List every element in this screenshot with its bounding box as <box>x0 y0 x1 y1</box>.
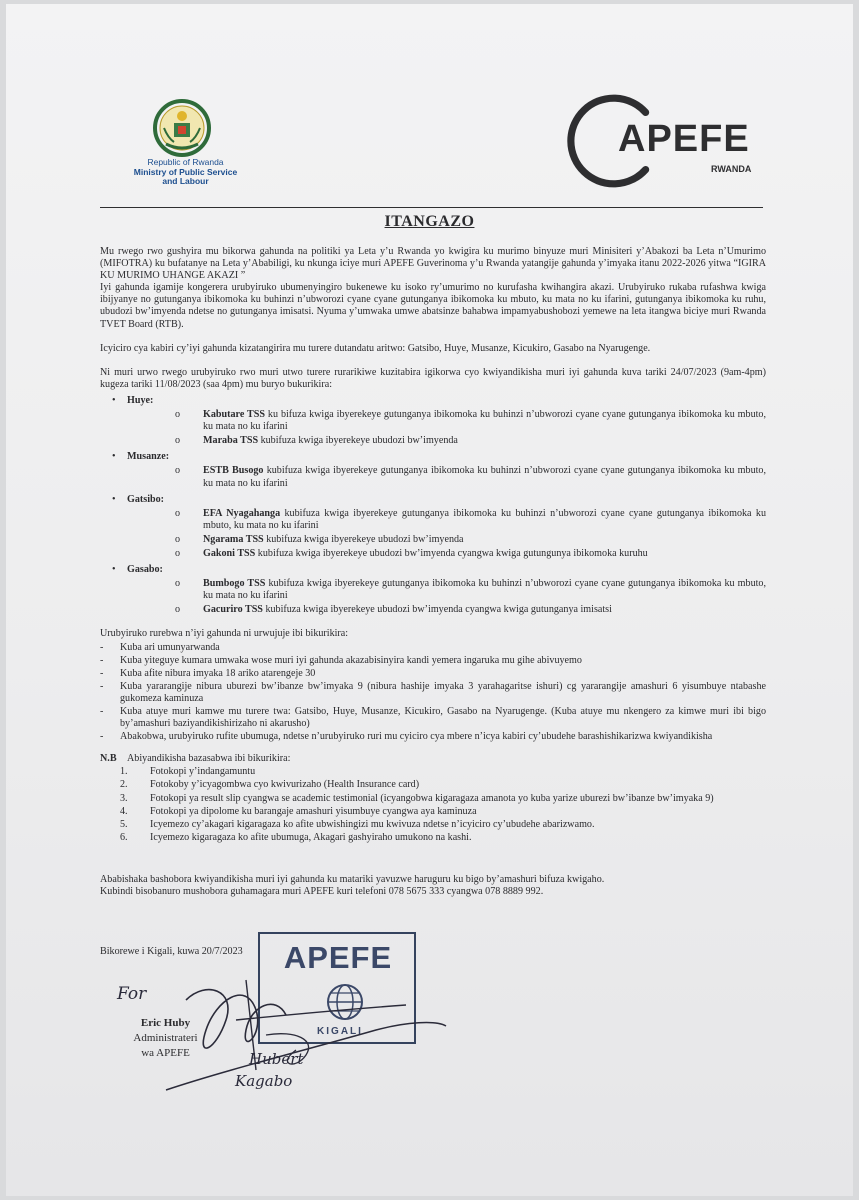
nb-intro: Abiyandikisha bazasabwa ibi bikurikira: <box>127 753 291 765</box>
contact-line-1: Ababishaka bashobora kwiyandikisha muri iyi gahunda ku matariki yavuzwe haruguru ku bigo by’amashuri bifuza kwigaho. <box>100 873 605 885</box>
intro-paragraph-3: Icyiciro cya kabiri cy’iyi gahunda kizatangirira mu turere dutandatu aritwo: Gatsibo, Huye, Musanze, Kicukiro, Gasabo na Nyarugenge. <box>100 342 651 354</box>
document-number: 3. <box>120 792 128 804</box>
school-name: ESTB Busogo <box>203 465 264 477</box>
stamp-name: APEFE <box>283 940 393 975</box>
document-number: 6. <box>120 831 128 843</box>
criteria-text: Abakobwa, urubyiruko rufite ubumuga, ndetse n’urubyiruko ruri mu cyiciro cya mbere n’icya kabiri cy’ubudehe barashishikarizwa kwiyandikisha <box>120 731 713 743</box>
criteria-item: - Kuba ari umunyarwanda <box>100 642 766 654</box>
school-name: Ngarama TSS <box>203 533 264 545</box>
district-name: Huye: <box>127 394 154 406</box>
intro-paragraph-4: Ni muri urwo rwego urubyiruko rwo muri utwo turere rurarikiwe kuzitabira igikorwa cyo kwiyandikisha muri iyi gahunda kuva tariki 24/07/2023 (9am-4pm) kugeza tariki 11/08/2023 (saa 4pm) mu buryo bukurikira: <box>100 366 766 390</box>
district-item: • Musanze: <box>112 451 170 463</box>
criteria-intro: Urubyiruko rurebwa n’iyi gahunda ni urwujuje ibi bikurikira: <box>100 628 349 640</box>
district-item: • Gatsibo: <box>112 493 165 505</box>
rwanda-coat-of-arms-icon <box>152 98 212 158</box>
district-item: • Huye: <box>112 394 154 406</box>
school-item: o Ngarama TSS kubifuza kwiga ibyerekeye ubudozi bw’imyenda <box>175 533 464 545</box>
criteria-item: - Kuba yiteguye kumara umwaka wose muri iyi gahunda akazabisinyira kandi yemera ingaruka mu gihe abivuyemo <box>100 655 766 667</box>
school-name: Bumbogo TSS <box>203 578 266 590</box>
school-description: ku bifuza kwiga ibyerekeye gutunganya ibikomoka ku buhinzi n’ubworozi cyane cyane gutunganya ibikomoka ku mbuto, ku mata no ku ifarini <box>203 409 766 433</box>
document-item <box>120 793 766 805</box>
document-number: 4. <box>120 805 128 817</box>
district-list <box>100 395 766 617</box>
contact-info <box>100 874 766 898</box>
date-place-line: Bikorewe i Kigali, kuwa 20/7/2023 <box>100 946 243 957</box>
ministry-caption <box>128 158 243 187</box>
handwritten-name-line-2: Kagabo <box>235 1072 293 1090</box>
school-item: o Kabutare TSS ku bifuza kwiga ibyerekeye gutunganya ibikomoka ku buhinzi n’ubworozi cyane cyane gutunganya ibikomoka ku mbuto, ku mata no ku ifarini <box>175 409 766 433</box>
document-text: Icyemezo cy’akagari kigaragaza ko afite ubwishingizi mu kwivuza ndetse n’icyiciro cy’ubudehe abarizwamo. <box>150 818 595 830</box>
intro-paragraph-2: Iyi gahunda igamije kongerera urubyiruko ubumenyingiro bukenewe ku isoko ry’umurimo no kurufasha kwihangira akazi. Urubyiruko rukaba rufashwa kwiga ibijyanye no gutunganya ibikomoka ku buhinzi n’ubworozi cyane cyane gutunganya ibikomoka ku mbuto, ku mata no ku ifarini, gutunganya ibikomoka ku ruhu, ubudozi bw’imyenda ndetse no gutunganya imisatsi. Nyuma y’umwaka umwe abatsinze bahabwa impamyabushobozi yemewe na leta itangwa biciye muri Rwanda TVET Board (RTB). <box>100 282 766 330</box>
document-text: Icyemezo kigaragaza ko afite ubumuga, Akagari gashyiraho umukono na kashi. <box>150 831 472 843</box>
document-item <box>120 832 766 844</box>
school-item: o Bumbogo TSS kubifuza kwiga ibyerekeye gutunganya ibikomoka ku buhinzi n’ubworozi cyane cyane gutunganya ibikomoka ku mbuto, ku mata no ku ifarini <box>175 578 766 602</box>
criteria-list <box>100 642 766 744</box>
school-description: kubifuza kwiga ibyerekeye ubudozi bw’imyenda cyangwa kwiga gutungunya ibikomoka kuruhu <box>255 547 648 559</box>
document-number: 2. <box>120 779 128 791</box>
school-description: kubifuza kwiga ibyerekeye gutunganya ibikomoka ku buhinzi n’ubworozi cyane cyane gutunganya ibikomoka ku mbuto, ku mata no ku ifarini <box>203 507 767 531</box>
school-name: Kabutare TSS <box>203 409 266 421</box>
school-description: kubifuza kwiga ibyerekeye ubudozi bw’imyenda <box>263 533 464 545</box>
school-description: kubifuza kwiga ibyerekeye gutunganya ibikomoka ku buhinzi n’ubworozi cyane cyane gutunganya ibikomoka ku mbuto, ku mata no ku ifarini <box>203 465 767 489</box>
school-name: EFA Nyagahanga <box>203 507 281 519</box>
school-description: kubifuza kwiga ibyerekeye ubudozi bw’imyenda cyangwa kwiga gutunganya imisatsi <box>262 604 612 616</box>
intro-paragraph-1: Mu rwego rwo gushyira mu bikorwa gahunda na politiki ya Leta y’u Rwanda yo kwigira ku murimo binyuze muri Minisiteri y’Abakozi ba Leta n’Umurimo (MIFOTRA) ku bufatanye na Leta y’Ababiligi, ku nkunga iciye muri APEFE Guverinoma y’u Rwanda yatangije gahunda y’imyaka itanu 2022-2026 yitwa “IGIRA KU MURIMO UHANGE AKAZI ” <box>100 246 766 282</box>
criteria-text: Kuba afite nibura imyaka 18 ariko atarengeje 30 <box>120 667 316 679</box>
criteria-text: Kuba atuye muri kamwe mu turere twa: Gatsibo, Huye, Musanze, Kicukiro, Gasabo na Nyarugenge. (Kuba atuye mu nkengero za kimwe muri ibi bigo by’amashuri baziyandikishirizaho ni akarusho) <box>120 706 766 730</box>
ministry-line-2: Ministry of Public Service <box>133 166 238 177</box>
document-text: Fotokopi ya dipolome ku barangaje amashuri yisumbuye cyangwa aya kaminuza <box>150 805 477 817</box>
apefe-logo-subtext: RWANDA <box>711 164 752 174</box>
district-name: Musanze: <box>127 451 170 463</box>
document-page <box>6 4 853 1196</box>
school-item: o ESTB Busogo kubifuza kwiga ibyerekeye gutunganya ibikomoka ku buhinzi n’ubworozi cyane cyane gutunganya ibikomoka ku mbuto, ku mata no ku ifarini <box>175 465 767 489</box>
school-name: Gacuriro TSS <box>203 604 263 616</box>
criteria-text: Kuba yiteguye kumara umwaka wose muri iyi gahunda akazabisinyira kandi yemera ingaruka mu gihe abivuyemo <box>120 654 582 666</box>
document-number: 5. <box>120 818 128 830</box>
document-text: Fotokopi y’indangamuntu <box>150 766 256 778</box>
school-item: o Gacuriro TSS kubifuza kwiga ibyerekeye ubudozi bw’imyenda cyangwa kwiga gutunganya imisatsi <box>175 604 612 616</box>
ministry-line-1: Republic of Rwanda <box>147 157 224 167</box>
school-item: o Gakoni TSS kubifuza kwiga ibyerekeye ubudozi bw’imyenda cyangwa kwiga gutungunya ibikomoka kuruhu <box>175 547 648 559</box>
district-item: • Gasabo: <box>112 564 163 576</box>
nb-heading <box>100 753 766 765</box>
documents-list <box>100 766 766 844</box>
handwritten-for: For <box>117 984 147 1004</box>
handwritten-signature <box>146 960 506 1110</box>
criteria-text: Kuba yararangije nibura uburezi bw’ibanze bw’imyaka 9 (nibura hashije imyaka 3 yarahagaritse ishuri) cg yararangije amashuri 6 yisumbuye ntabashe gukomeza kaminuza <box>120 680 766 704</box>
handwritten-name <box>235 1048 303 1092</box>
school-description: kubifuza kwiga ibyerekeye ubudozi bw’imyenda <box>258 435 458 447</box>
signatory-role-1: Administrateri <box>133 1032 198 1044</box>
announcement-title: ITANGAZO <box>384 213 475 230</box>
criteria-item: - Abakobwa, urubyiruko rufite ubumuga, ndetse n’urubyiruko ruri mu cyiciro cya mbere n’icya kabiri cy’ubudehe barashishikarizwa kwiyandikisha <box>100 731 766 743</box>
document-item <box>120 766 766 778</box>
district-name: Gasabo: <box>127 564 163 576</box>
criteria-item: - Kuba atuye muri kamwe mu turere twa: Gatsibo, Huye, Musanze, Kicukiro, Gasabo na Nyarugenge. (Kuba atuye mu nkengero za kimwe muri ibi bigo by’amashuri baziyandikishirizaho ni akarusho) <box>100 706 766 730</box>
school-name: Maraba TSS <box>203 435 259 447</box>
header-divider <box>100 207 763 208</box>
school-item: o EFA Nyagahanga kubifuza kwiga ibyerekeye gutunganya ibikomoka ku buhinzi n’ubworozi cyane cyane gutunganya ibikomoka ku mbuto, ku mata no ku ifarini <box>175 507 767 531</box>
criteria-item: - Kuba afite nibura imyaka 18 ariko atarengeje 30 <box>100 668 766 680</box>
apefe-logo-text: APEFE <box>618 118 750 160</box>
handwritten-name-line-1: Hubert <box>249 1050 304 1068</box>
document-text: Fotokoby y’icyagombwa cyo kwivurizaho (Health Insurance card) <box>150 779 420 791</box>
document-item <box>120 779 766 791</box>
document-number: 1. <box>120 766 128 778</box>
document-item <box>120 819 766 831</box>
document-item <box>120 806 766 818</box>
document-text: Fotokopi ya result slip cyangwa se academic testimonial (icyangobwa kigaragaza amanota yo kuba yarize uburezi bw’ibanze bw’imyaka 9) <box>150 792 714 804</box>
announcement-body <box>100 246 766 898</box>
ministry-line-3: and Labour <box>162 176 209 186</box>
district-name: Gatsibo: <box>127 493 165 505</box>
signatory-role-2: wa APEFE <box>141 1047 190 1059</box>
signatory-name: Eric Huby <box>140 1017 191 1029</box>
school-description: kubifuza kwiga ibyerekeye gutunganya ibikomoka ku buhinzi n’ubworozi cyane cyane gutunganya ibikomoka ku mbuto, ku mata no ku ifarini <box>203 578 766 602</box>
nb-label: N.B <box>100 753 117 765</box>
school-item: o Maraba TSS kubifuza kwiga ibyerekeye ubudozi bw’imyenda <box>175 435 458 447</box>
criteria-item: - Kuba yararangije nibura uburezi bw’ibanze bw’imyaka 9 (nibura hashije imyaka 3 yarahagaritse ishuri) cg yararangije amashuri 6 yisumbuye ntabashe gukomeza kaminuza <box>100 680 766 704</box>
stamp-city: KIGALI <box>317 1026 363 1037</box>
school-name: Gakoni TSS <box>203 547 256 559</box>
contact-line-2: Kubindi bisobanuro mushobora guhamagara muri APEFE kuri telefoni 078 5675 333 cyangwa 078 8889 992. <box>100 886 544 898</box>
criteria-text: Kuba ari umunyarwanda <box>120 641 220 653</box>
